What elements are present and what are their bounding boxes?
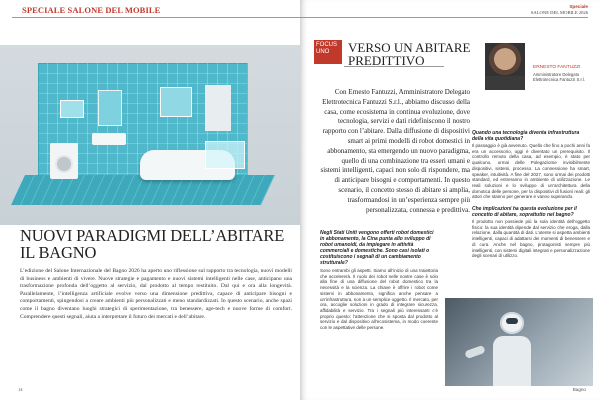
- focus-tab-label: FOCUS UNO: [316, 42, 337, 55]
- robot-photo: [445, 298, 593, 386]
- sink: [92, 133, 126, 145]
- page-number-left: 14: [18, 387, 23, 392]
- title-rule: [344, 66, 444, 67]
- section-title: SPECIALE SALONE DEL MOBILE: [22, 5, 161, 15]
- robot-hand: [464, 345, 486, 359]
- answer-3: Sono entrambi gli aspetti. Siamo all’inizio di una traiettoria che accelererà. Il ruolo dei robot nelle nostre case è solo alla fine di una diffusione del robot domestico tra la necessità e la scienza. La chiave è offrire i robot come sistemi in abbonamento, significa anche pensare a un’infrastruttura, non a un semplice oggetto. Il mercato, per ora, accoglie soluzioni in grado di integrare sicurezza, affidabilità e servizio. Tra i segnali più interessanti c’è proprio questo: l’attenzione che si sposta dal prodotto al servizio e dal dispositivo all’ecosistema, in modo coerente con le aspettative delle persone.: [320, 268, 438, 331]
- header-sub: SALONE DEL MOBILE 2026: [530, 10, 588, 15]
- wall-shelf: [205, 85, 231, 131]
- person-name: ERNESTO FANTUZZI: [533, 65, 581, 70]
- mirror: [98, 90, 122, 126]
- right-page: [300, 0, 600, 400]
- running-header: [531, 4, 588, 16]
- focus-tab: [314, 40, 342, 64]
- holo-screen-left: [60, 100, 84, 118]
- washer-door: [55, 155, 73, 173]
- footer-brand: Bagno: [572, 387, 586, 392]
- question-1: Quando una tecnologia diventa infrastruttura della vita quotidiana?: [472, 130, 580, 142]
- intro-paragraph: L’edizione del Salone Internazionale del Bagno 2026 ha aperto uno riflessione sul rapporto tra tecnologia, nuovi modelli di business e ambienti di vivere. Nuove strategie e pagamento e nuovi sistemi intelligenti nelle case, anticipano una trasformazione profonda dell’oggetto al servizio, dal prodotto al tempo restituito. Dal qui e ora alla longevità. Parallelamente, l’intelligenza artificiale evolve verso una dimensione predittiva, capace di anticipare bisogni e comportamenti, spingendosi a creare ambienti più personalizzati e meno standardizzati. In questo scenario, anche spazi come il bagno diventano luoghi strategici di sperimentazione, tra benessere, age-tech e nuove forme di comfort. Comprendere questi segnali, aiuta a interpretare il futuro dei mercati e dell’abitare.: [20, 268, 292, 320]
- interview-intro: Con Ernesto Fantuzzi, Amministratore Delegato Elettrotecnica Fantuzzi S.r.l., abbiamo discusso della casa, come ecosistema in continua evoluzione, dove tecnologia, servizi e dati ridefiniscono il nostro rapporto con l’abitare. Dalla diffusione di dispositivi smart ai primi modelli di robot domestici in abbonamento, sta emergendo un nuovo paradigma, quello di una combinazione tra esseri umani e sistemi intelligenti, capaci non solo di rispondere, ma di anticipare bisogni e comportamenti. In questo scenario, il concetto stesso di abitare si amplia, trasformandosi in un’esperienza sempre più personalizzata, connessa e predittiva.: [320, 88, 470, 214]
- holo-screen-center: [160, 87, 192, 117]
- person-role: Amministratore Delegato Elettrotecnica Fantuzzi S.r.l.: [533, 72, 585, 83]
- header-brand: Speciale: [569, 4, 588, 9]
- main-headline: NUOVI PARADIGMI DELL’ABITARE IL BAGNO: [20, 226, 285, 262]
- question-3: Negli Stati Uniti vengono offerti robot domestici in abbonamento, la Cina punta allo sviluppo di robot umanoidi, da impiegare in attività commerciali e domestiche. Sono casi isolati o costituiscono i segnali di un cambiamento strutturale?: [320, 230, 434, 266]
- question-2: Che implicazioni ha questa evoluzione per il concetto di abitare, soprattutto nel bagno?: [472, 206, 577, 218]
- robot-visor: [506, 318, 518, 324]
- header-rule-right: [300, 17, 588, 18]
- header-rule: [12, 17, 300, 18]
- article-title: VERSO UN ABITARE PREDITTIVO: [348, 40, 471, 68]
- robot-body: [493, 336, 531, 386]
- answer-1: Il passaggio è già avvenuto. Quello che fino a pochi anni fa era un accessorio, oggi è diventato un prerequisito. Il controllo remoto della casa, ad esempio, è stato per qualcuno, ormai delle Polegaziome invisibilmente dispositivi, sistemi, processo. La connessione ha smart, speaker, intuitività. A fine del 2027, sono ormai dei prodotti standard, ed entreranno in ambiente di utilizzazione. Le reali soluzioni e lo sviluppo di un’architettura della domotica delle persone, per la dispositivi di fusioni reali: gli attori che stanno per generare e vanno superando.: [472, 143, 590, 200]
- answer-2: Il prodotto non possiede più la sola identità dell’oggetto fisico: la sua identità dipende dal servizio che eroga, dalla relazione, dalla quantità di dati. L’utente si aspetta ambienti intelligenti, capaci di adattarsi dei momenti di benessere e di cura. Anche nel bagno, protagonisti sempre più intelligenti, con sistemi digitali integrati e personalizzazione degli scenari di utilizzo.: [472, 219, 590, 259]
- bathroom-render-image: [0, 45, 300, 225]
- holo-panel-right: [205, 141, 245, 169]
- portrait-shirt: [485, 76, 525, 90]
